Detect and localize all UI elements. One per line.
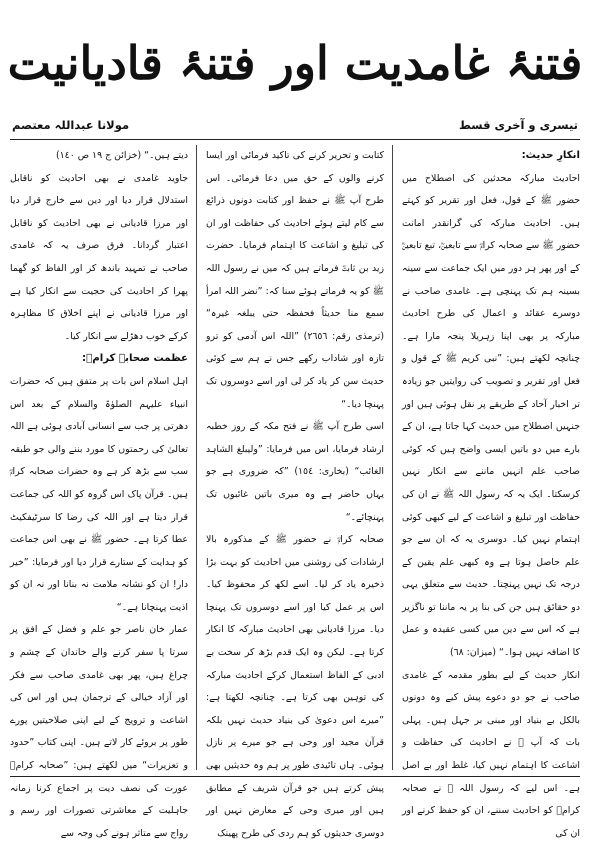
column-left xyxy=(10,145,188,839)
paragraph: اہل اسلام اس بات پر متفق ہیں کہ حضرات انبیاء علیہم الصلوٰۃ والسلام کے بعد اس دھرتی پر جب سے انسانی آبادی ہوئی ہے اللہ تعالیٰ کی رحمتوں کا مورد بننے والی جو طبقہ سب سے بڑھ کر ہے وہ حضرات صحابہ کرامؓ ہیں۔ قرآن پاک اس گروہ کو اللہ کی جماعت قرار دیتا ہے اور اللہ کی رضا کا سرٹیفکیٹ عطا کرتا ہے۔ حضور ﷺ نے بھی اس جماعت کو ہدایت کے ستارے قرار دیا اور فرمایا: ”خیر دار! ان کو نشانہ ملامت نہ بنانا اور نہ ان کو اذیت پہنچانا ہے۔“ xyxy=(10,375,188,613)
column-middle xyxy=(206,145,385,839)
section-heading-hadith-denial: انکارِ حدیث: xyxy=(521,150,580,161)
column-divider xyxy=(196,145,197,770)
paragraph: صحابہ کرامؓ نے حضور ﷺ کے مذکورہ بالا ارشادات کی روشنی میں احادیث کو بہت بڑا ذخیرہ یاد کر لیا۔ اسے لکھ کر محفوظ کیا۔ اس پر عمل کیا اور اسے دوسروں تک پہنچا دیا۔ مرزا قادیانی بھی احادیث مبارکہ کا انکار کرتا ہے۔ لیکن وہ ایک قدم بڑھ کر سخت بے ادبی کے الفاظ استعمال کرکے احادیث مبارکہ کی توہین بھی کرتا ہے۔ چنانچہ لکھتا ہے: ”میرے اس دعویٰ کی بنیاد حدیث نہیں بلکہ قرآن مجید اور وحی ہے جو میرے پر نازل ہوئی۔ ہاں تائیدی طور پر ہم وہ حدیثیں بھی پیش کرتے ہیں جو قرآن شریف کے مطابق ہیں اور میری وحی کے معارض نہیں اور دوسری حدیثوں کو ہم ردی کی طرح پھینک xyxy=(206,534,384,839)
page-title: فتنۂ غامدیت اور فتنۂ قادیانیت xyxy=(7,36,583,90)
author-name: مولانا عبداللہ معتصم xyxy=(12,118,130,132)
paragraph: انکار حدیث کے لیے بطور مقدمہ کے غامدی صاحب نے جو دو دعوے پیش کیے وہ دونوں بالکل بے بنیاد اور مبنی بر جہل ہیں۔ پہلی بات کہ آپ ﷺ نے احادیث کی حفاظت و اشاعت کا اہتمام نہیں کیا، غلط اور بے اصل ہے۔ اس لیے کہ رسول اللہ ﷺ نے صحابہ کرامؓ کو احادیث سننے، ان کو حفظ کرنے اور ان کی xyxy=(402,669,580,839)
paragraph: عمار خان ناصر جو علم و فضل کے افق پر سرتا پا سفر کرنے والے خاندان کے چشم و چراغ ہیں، پھر بھی غامدی صاحب سے فکر اور آزاد خیالی کے ترجمان ہیں اور اس کی اشاعت و ترویج کے لیے اپنی صلاحیتیں پورے طور پر بروئے کار لاتے ہیں۔ اپنی کتاب ”حدود و تعزیرات“ میں لکھتے ہیں: ”صحابہ کرامؓ عورت کی نصف دیت پر اجماع کرنا زمانہ جاہلیت کے معاشرتی تصورات اور رسم و رواج سے متاثر ہونے کی وجہ سے xyxy=(10,624,188,839)
paragraph: کتابت و تحریر کرنے کی تاکید فرمائی اور ایسا کرنے والوں کے حق میں دعا فرمائی۔ اس طرح آپ ﷺ نے حفظ اور کتابت دونوں ذرائع سے کام لیتے ہوئے احادیث کی حفاظت اور ان کی تبلیغ و اشاعت کا اہتمام فرمایا۔ حضرت زید بن ثابتؓ فرماتے ہیں کہ میں نے رسول اللہ ﷺ کو یہ فرماتے ہوئے سنا کہ: ”نضر اللہ امرأ سمع منا حدیثاً فحفظہ حتی یبلغہ غیرہ“ (ترمذی رقم: ٢٦٥٦) ”اللہ اس آدمی کو ترو تازہ اور شاداب رکھے جس نے ہم سے کوئی حدیث سن کر یاد کر لی اور اسے دوسروں تک پہنچا دیا۔“ xyxy=(206,150,384,410)
column-divider xyxy=(392,145,393,770)
paragraph: احادیث مبارکہ محدثین کی اصطلاح میں حضور ﷺ کے قول، فعل اور تقریر کو کہتے ہیں۔ احادیث مبارکہ کی گرانقدر امانت حضور ﷺ سے صحابہ کرامؓ سے تابعینؒ، تبع تابعینؒ کے اور پھر ہر دور میں ایک جماعت سے سینہ بسینہ ہم تک پہنچی ہے۔ غامدی صاحب نے دوسرے عقائد و اعمال کی طرح احادیث مبارکہ پر بھی اپنا زہریلا پنجہ مارا ہے۔ چنانچہ لکھتے ہیں: ”نبی کریم ﷺ کے قول و فعل اور تقریر و تصویب کی روایتیں جو زیادہ تر اخبار آحاد کے طریقے پر نقل ہوئی ہیں اور جنہیں اصطلاح میں حدیث کہا جاتا ہے، ان کے بارے میں دو باتیں ایسی واضح ہیں کہ کوئی صاحب علم انہیں ماننے سے انکار نہیں کرسکتا۔ ایک یہ کہ رسول اللہ ﷺ نے ان کی حفاظت اور تبلیغ و اشاعت کے لیے کبھی کوئی اہتمام نہیں کیا۔ دوسری یہ کہ ان سے جو علم حاصل ہوتا ہے وہ کبھی علم یقین کے درجہ تک نہیں پہنچتا۔ حدیث سے متعلق یہی دو حقائق ہیں جن کی بنا پر یہ ماننا تو ناگزیر ہے کہ اس سے دین میں کسی عقیدہ و عمل کا اضافہ نہیں ہوا۔“ (میزان: ٦٨) xyxy=(402,172,580,659)
paragraph: اسی طرح آپ ﷺ نے فتح مکہ کے روز خطبہ ارشاد فرمایا، اس میں فرمایا: ”ولیبلغ الشاہد الغائب“ (بخاری: ١٥٤) ”کہ ضروری ہے جو یہاں حاضر ہے وہ میری باتیں غائبوں تک پہنچائے۔“ xyxy=(206,421,385,523)
footer-rule xyxy=(10,776,580,777)
section-heading-companions: عظمت صحابہ کرامؓ: xyxy=(82,353,188,365)
series-label: تیسری و آخری قسط xyxy=(458,118,578,132)
paragraph: دیتے ہیں۔“ (خزائن ج ١٩ ص ١٤٠) xyxy=(55,150,188,161)
article-body xyxy=(10,145,580,839)
header-rule xyxy=(10,139,580,140)
column-right xyxy=(402,145,580,839)
paragraph: جاوید غامدی نے بھی احادیث کو ناقابل استدلال قرار دیا اور دین سے خارج قرار دیا اور مرزا قادیانی نے بھی احادیث کو ناقابل اعتبار گردانا۔ فرق صرف یہ کہ غامدی صاحب نے تمہید باندھ کر اور الفاظ کو گھما پھرا کر احادیث کی حجیت سے انکار کیا ہے اور مرزا قادیانی نے اپنے اخلاق کا مظاہرہ کرکے خوب دھڑلے سے انکار کیا۔ xyxy=(10,172,188,342)
